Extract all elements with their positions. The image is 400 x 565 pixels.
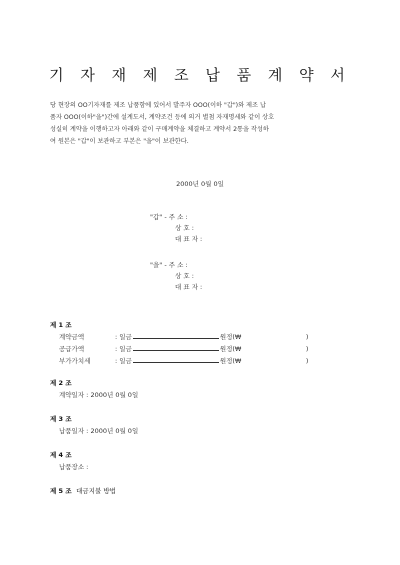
- intro-paragraph: [50, 100, 360, 148]
- article-heading: 제 1 조: [50, 321, 72, 329]
- party-b-representative: 대 표 자 :: [175, 283, 203, 291]
- article-1: [50, 319, 308, 367]
- amount-label: 부가가치세: [59, 357, 91, 365]
- amount-close: ): [305, 345, 309, 353]
- article-number: 제 5 조: [50, 487, 72, 495]
- amount-row: [50, 355, 308, 367]
- contract-date: 2000년 0월 0일: [176, 180, 224, 188]
- amount-blank-line: [133, 331, 219, 339]
- article-4: [50, 449, 88, 473]
- amount-label: 공급가액: [59, 345, 85, 353]
- article-heading: 제 3 조: [50, 415, 72, 423]
- intro-line: 성실히 계약을 이행하고자 아래와 같이 구매계약을 체결하고 계약서 2통을 작성하: [50, 126, 269, 133]
- party-a-address: "갑" - 주 소 :: [150, 213, 188, 221]
- amount-label: 계약금액: [59, 333, 85, 341]
- article-3: [50, 413, 138, 437]
- intro-line: 당 현장의 OO기자재를 제조 납품함에 있어서 발주자 OOO(이하 "갑")와 제조 납: [50, 102, 266, 109]
- party-b-address: "을" - 주 소 :: [150, 261, 188, 269]
- amount-prefix: : 일금: [115, 333, 132, 341]
- intro-line: 여 원본은 "갑"이 보관하고 부본은 "을"이 보관한다.: [50, 138, 189, 145]
- amount-close: ): [305, 333, 309, 341]
- amount-blank-line: [133, 343, 219, 351]
- delivery-place-row: 납품장소 :: [59, 463, 89, 471]
- amount-suffix: 원정(₩: [219, 333, 242, 341]
- delivery-date-row: 납품일자 : 2000년 0월 0일: [59, 427, 139, 435]
- party-b-block: [150, 260, 202, 293]
- amount-suffix: 원정(₩: [219, 345, 242, 353]
- amount-suffix: 원정(₩: [219, 357, 242, 365]
- amount-prefix: : 일금: [115, 357, 132, 365]
- amount-blank-line: [133, 355, 219, 363]
- amount-close: ): [305, 357, 309, 365]
- contract-date-row: 계약일자 : 2000년 0월 0일: [59, 391, 139, 399]
- article-heading: 제 2 조: [50, 379, 72, 387]
- article-5: [50, 485, 116, 497]
- article-title: 대금지불 방법: [76, 487, 116, 495]
- document-title: 기 자 재 제 조 납 품 계 약 서: [49, 66, 351, 84]
- amount-row: [50, 331, 308, 343]
- amount-prefix: : 일금: [115, 345, 132, 353]
- article-heading: 제 4 조: [50, 451, 72, 459]
- amount-row: [50, 343, 308, 355]
- article-heading: [50, 485, 116, 497]
- party-a-company: 상 호 :: [175, 224, 194, 232]
- party-b-company: 상 호 :: [175, 272, 194, 280]
- intro-line: 품자 OOO(이하"을")간에 설계도서, 계약조건 등에 의거 별첨 자재명세와 같이 상호: [50, 114, 275, 121]
- article-2: [50, 377, 138, 401]
- party-a-block: [150, 212, 202, 245]
- party-a-representative: 대 표 자 :: [175, 235, 203, 243]
